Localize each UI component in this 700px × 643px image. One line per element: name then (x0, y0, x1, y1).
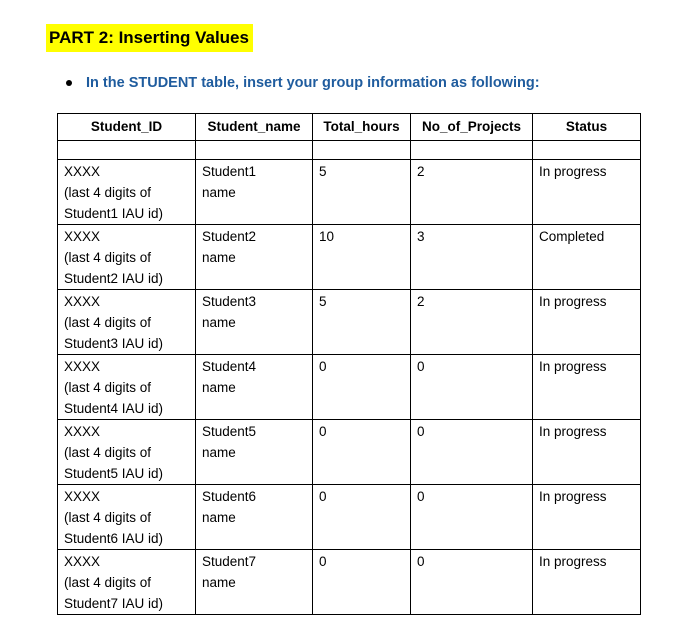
student-name-cell (196, 225, 313, 290)
student-name-value: Student7 (202, 554, 257, 569)
table-row (58, 420, 641, 485)
spacer-cell (533, 141, 641, 160)
student-name-value: Student6 (202, 489, 257, 504)
status-value: In progress (539, 554, 607, 569)
total-hours-value: 0 (319, 424, 327, 439)
column-header-student-name: Student_name (196, 114, 313, 141)
status-cell (533, 225, 641, 290)
student-name-suffix: name (202, 445, 236, 460)
status-cell (533, 290, 641, 355)
spacer-cell (411, 141, 533, 160)
student-id-value: XXXX (64, 424, 101, 439)
total-hours-cell (313, 290, 411, 355)
projects-cell (411, 290, 533, 355)
status-value: In progress (539, 164, 607, 179)
student-name-cell (196, 290, 313, 355)
student-id-note: (last 4 digits of (64, 250, 152, 265)
student-id-note: Student1 IAU id) (64, 206, 164, 221)
student-id-cell (58, 225, 196, 290)
projects-value: 2 (417, 294, 425, 309)
total-hours-value: 5 (319, 294, 327, 309)
total-hours-value: 5 (319, 164, 327, 179)
total-hours-value: 0 (319, 359, 327, 374)
status-value: In progress (539, 359, 607, 374)
student-id-value: XXXX (64, 229, 101, 244)
student-id-note: (last 4 digits of (64, 510, 152, 525)
status-cell (533, 550, 641, 615)
section-heading: PART 2: Inserting Values (46, 24, 253, 52)
student-id-value: XXXX (64, 489, 101, 504)
total-hours-cell (313, 225, 411, 290)
student-id-cell (58, 485, 196, 550)
student-name-cell (196, 485, 313, 550)
projects-cell (411, 485, 533, 550)
total-hours-value: 0 (319, 489, 327, 504)
student-name-value: Student2 (202, 229, 257, 244)
student-name-suffix: name (202, 575, 236, 590)
table-row (58, 225, 641, 290)
status-cell (533, 160, 641, 225)
projects-cell (411, 160, 533, 225)
total-hours-cell (313, 420, 411, 485)
bullet-icon (66, 80, 72, 86)
column-header-total-hours: Total_hours (313, 114, 411, 141)
student-id-note: Student3 IAU id) (64, 336, 164, 351)
status-cell (533, 420, 641, 485)
table-row (58, 355, 641, 420)
total-hours-value: 0 (319, 554, 327, 569)
status-cell (533, 485, 641, 550)
column-header-status: Status (533, 114, 641, 141)
status-value: In progress (539, 294, 607, 309)
column-header-no-of-projects: No_of_Projects (411, 114, 533, 141)
student-name-suffix: name (202, 250, 236, 265)
student-table (57, 113, 641, 615)
spacer-cell (313, 141, 411, 160)
status-value: In progress (539, 489, 607, 504)
projects-value: 0 (417, 424, 425, 439)
student-id-cell (58, 290, 196, 355)
total-hours-cell (313, 160, 411, 225)
student-id-value: XXXX (64, 359, 101, 374)
student-id-cell (58, 420, 196, 485)
student-id-note: (last 4 digits of (64, 380, 152, 395)
table-spacer-row (58, 141, 641, 160)
student-id-cell (58, 355, 196, 420)
total-hours-cell (313, 355, 411, 420)
total-hours-cell (313, 550, 411, 615)
student-name-value: Student3 (202, 294, 257, 309)
student-id-note: (last 4 digits of (64, 315, 152, 330)
student-id-value: XXXX (64, 294, 101, 309)
projects-cell (411, 225, 533, 290)
table-row (58, 550, 641, 615)
student-name-suffix: name (202, 185, 236, 200)
projects-value: 0 (417, 359, 425, 374)
student-id-note: Student2 IAU id) (64, 271, 164, 286)
student-id-note: (last 4 digits of (64, 185, 152, 200)
student-id-value: XXXX (64, 554, 101, 569)
column-header-student-id: Student_ID (58, 114, 196, 141)
status-cell (533, 355, 641, 420)
student-name-cell (196, 355, 313, 420)
student-name-suffix: name (202, 315, 236, 330)
student-id-note: (last 4 digits of (64, 445, 152, 460)
projects-cell (411, 420, 533, 485)
total-hours-value: 10 (319, 229, 335, 244)
student-id-note: Student4 IAU id) (64, 401, 164, 416)
projects-value: 2 (417, 164, 425, 179)
projects-cell (411, 550, 533, 615)
student-name-value: Student4 (202, 359, 257, 374)
projects-value: 0 (417, 554, 425, 569)
status-value: Completed (539, 229, 605, 244)
projects-value: 0 (417, 489, 425, 504)
student-name-cell (196, 420, 313, 485)
table-row (58, 485, 641, 550)
projects-cell (411, 355, 533, 420)
student-name-value: Student1 (202, 164, 257, 179)
spacer-cell (58, 141, 196, 160)
table-row (58, 290, 641, 355)
student-id-note: Student6 IAU id) (64, 531, 164, 546)
table-row (58, 160, 641, 225)
student-name-suffix: name (202, 380, 236, 395)
student-id-cell (58, 160, 196, 225)
student-name-value: Student5 (202, 424, 257, 439)
student-id-note: Student7 IAU id) (64, 596, 164, 611)
student-name-cell (196, 160, 313, 225)
student-id-note: (last 4 digits of (64, 575, 152, 590)
student-id-value: XXXX (64, 164, 101, 179)
student-id-note: Student5 IAU id) (64, 466, 164, 481)
status-value: In progress (539, 424, 607, 439)
total-hours-cell (313, 485, 411, 550)
table-header-row (58, 114, 641, 141)
instruction-bullet (66, 70, 540, 96)
student-id-cell (58, 550, 196, 615)
spacer-cell (196, 141, 313, 160)
projects-value: 3 (417, 229, 425, 244)
student-name-suffix: name (202, 510, 236, 525)
instruction-text: In the STUDENT table, insert your group information as following: (86, 75, 540, 91)
student-name-cell (196, 550, 313, 615)
